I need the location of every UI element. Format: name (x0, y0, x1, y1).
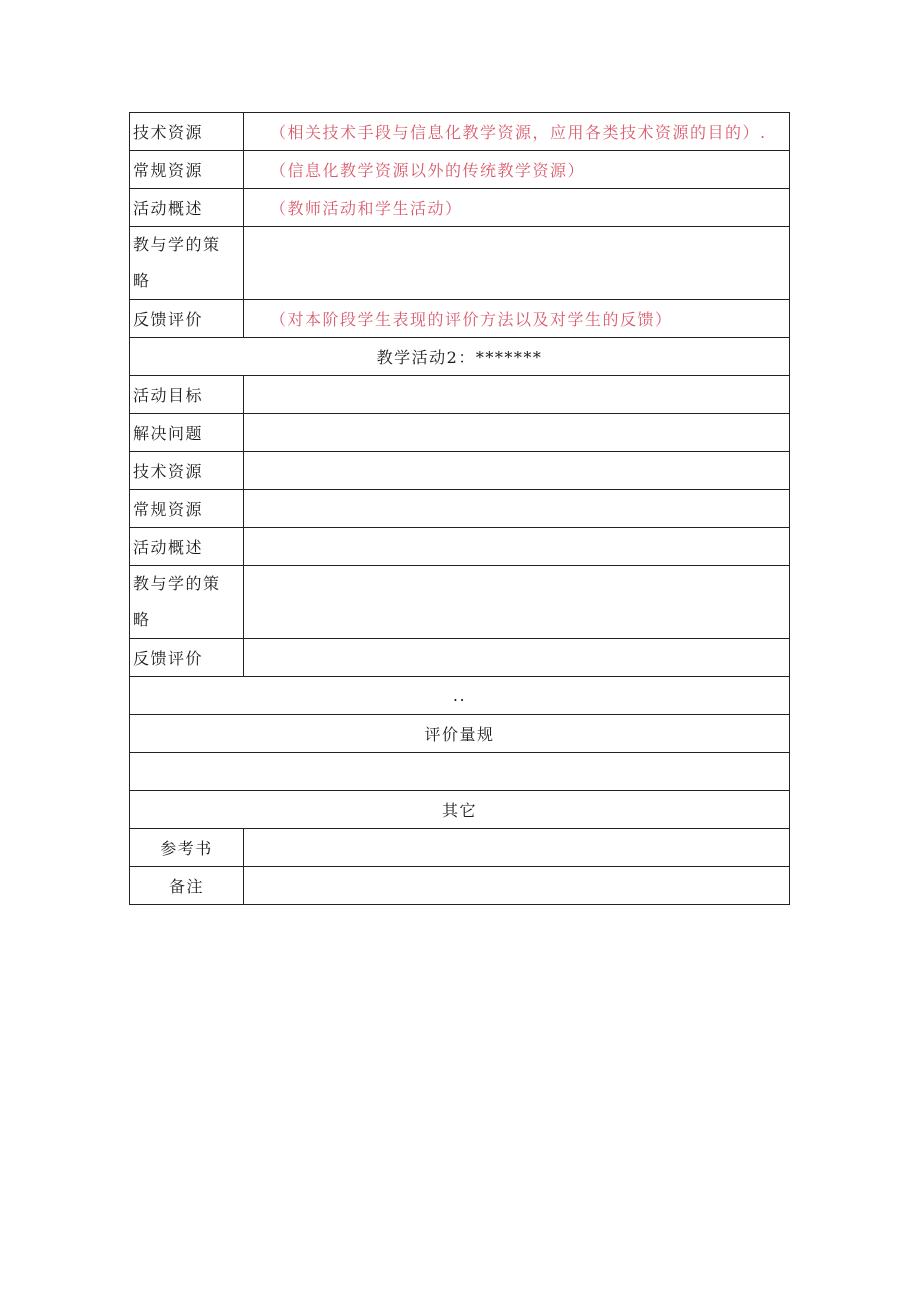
other-title: 其它 (130, 791, 790, 829)
label-strategy-2 (130, 566, 244, 639)
label-solve-problem: 解决问题 (130, 414, 244, 452)
row-activity2-title (130, 338, 790, 376)
hint-tech-resources[interactable]: （相关技术手段与信息化教学资源，应用各类技术资源的目的）. (244, 113, 790, 151)
field-activity-overview-2[interactable] (244, 528, 790, 566)
lesson-plan-table (129, 112, 790, 905)
row-feedback-1 (130, 300, 790, 338)
row-rubric-content (130, 753, 790, 791)
field-notes[interactable] (244, 867, 790, 905)
row-regular-resources-2 (130, 490, 790, 528)
field-tech-resources-2[interactable] (244, 452, 790, 490)
field-feedback-2[interactable] (244, 639, 790, 677)
row-reference-books (130, 829, 790, 867)
field-strategy-2[interactable] (244, 566, 790, 639)
label-tech-resources: 技术资源 (130, 113, 244, 151)
label-reference-books: 参考书 (130, 829, 244, 867)
row-notes (130, 867, 790, 905)
field-strategy[interactable] (244, 227, 790, 300)
label-strategy-line2: 略 (133, 271, 151, 290)
row-feedback-2 (130, 639, 790, 677)
row-regular-resources-1 (130, 151, 790, 189)
row-ellipsis (130, 677, 790, 715)
ellipsis-text: .. (130, 677, 790, 715)
row-tech-resources-2 (130, 452, 790, 490)
row-other-title (130, 791, 790, 829)
label-strategy-2-line1: 教与学的策 (133, 574, 221, 593)
label-regular-resources: 常规资源 (130, 151, 244, 189)
row-activity-overview-2 (130, 528, 790, 566)
row-problem-2 (130, 414, 790, 452)
hint-regular-resources[interactable]: （信息化教学资源以外的传统教学资源） (244, 151, 790, 189)
field-regular-resources-2[interactable] (244, 490, 790, 528)
label-strategy-2-line2: 略 (133, 610, 151, 629)
rubric-title: 评价量规 (130, 715, 790, 753)
activity2-title: 教学活动2：******* (130, 338, 790, 376)
field-activity-goal[interactable] (244, 376, 790, 414)
hint-feedback[interactable]: （对本阶段学生表现的评价方法以及对学生的反馈） (244, 300, 790, 338)
row-strategy-1 (130, 227, 790, 300)
label-tech-resources-2: 技术资源 (130, 452, 244, 490)
row-strategy-2 (130, 566, 790, 639)
row-goal-2 (130, 376, 790, 414)
label-feedback: 反馈评价 (130, 300, 244, 338)
rubric-content-field[interactable] (130, 753, 790, 791)
row-activity-overview-1 (130, 189, 790, 227)
row-tech-resources-1 (130, 113, 790, 151)
label-activity-overview: 活动概述 (130, 189, 244, 227)
label-strategy-line1: 教与学的策 (133, 235, 221, 254)
hint-activity-overview[interactable]: （教师活动和学生活动） (244, 189, 790, 227)
label-activity-goal: 活动目标 (130, 376, 244, 414)
label-feedback-2: 反馈评价 (130, 639, 244, 677)
label-regular-resources-2: 常规资源 (130, 490, 244, 528)
label-notes: 备注 (130, 867, 244, 905)
row-rubric-title (130, 715, 790, 753)
field-reference-books[interactable] (244, 829, 790, 867)
field-solve-problem[interactable] (244, 414, 790, 452)
label-strategy (130, 227, 244, 300)
label-activity-overview-2: 活动概述 (130, 528, 244, 566)
